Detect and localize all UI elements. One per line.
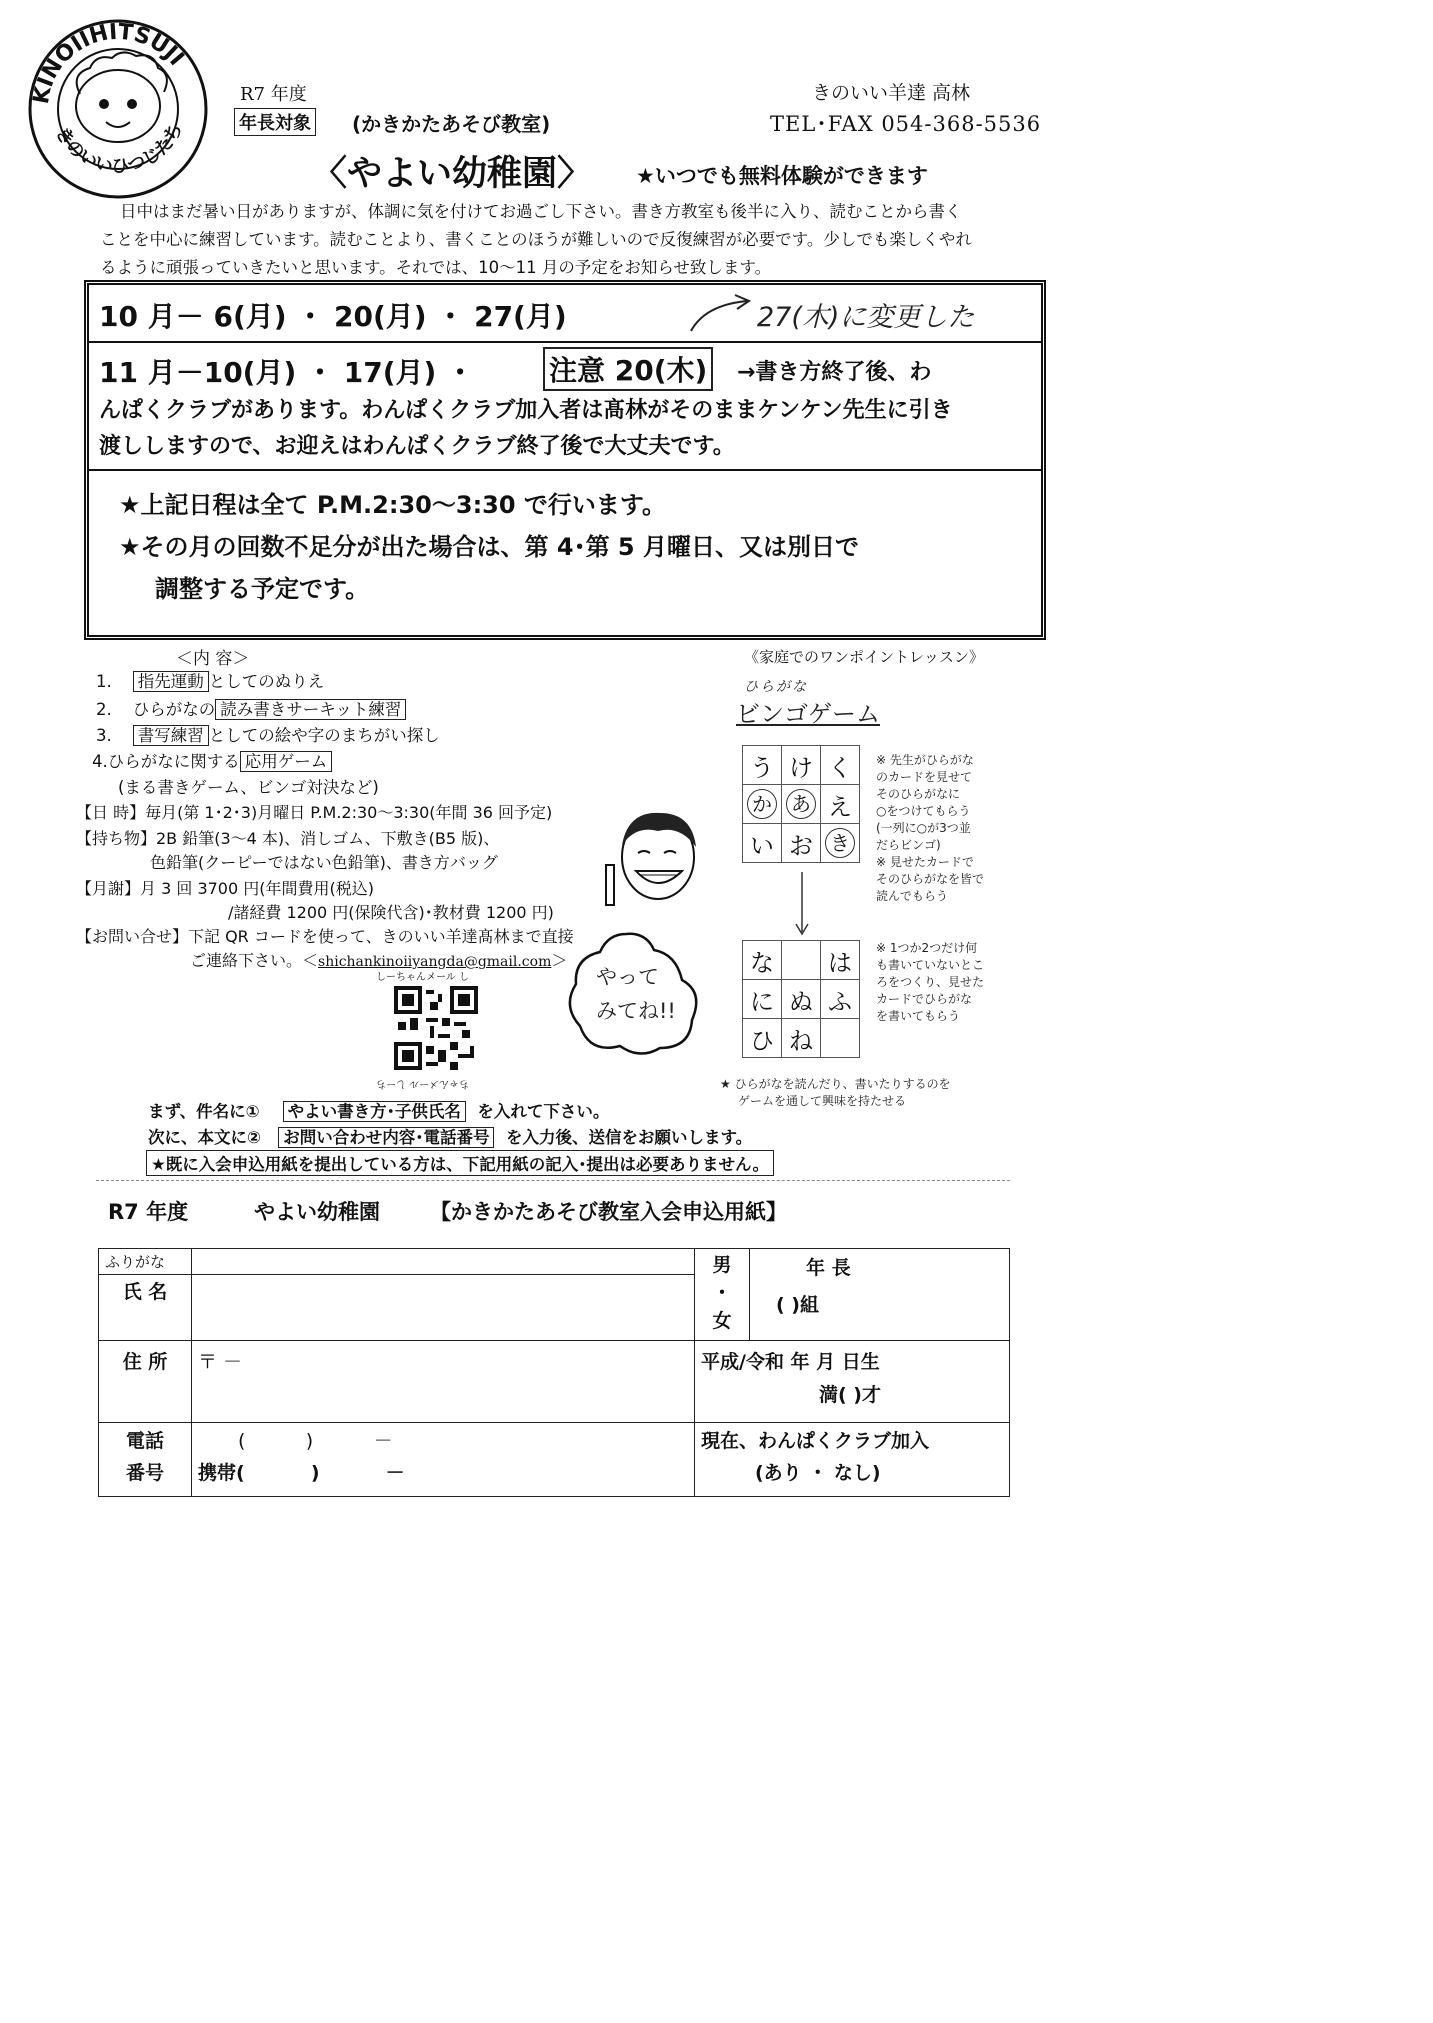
fee-line-1: 【月謝】月 3 回 3700 円(年間費用(税込) (76, 879, 374, 898)
makeup-note-1: ★その月の回数不足分が出た場合は、第 4･第 5 月曜日、又は別日で (119, 533, 859, 561)
contents-item-4-sub: (まる書きゲーム、ビンゴ対決など) (118, 778, 379, 797)
teacher-illustration (600, 805, 710, 919)
bingo-cell: ひ (743, 1019, 782, 1058)
speech-bubble (566, 930, 706, 1064)
intro-line-3: るように頑張っていきたいと思います。それでは、10～11 月の予定をお知らせ致します。 (100, 258, 772, 277)
bingo-cell: う (743, 746, 782, 785)
phone-field[interactable]: ( ) － 携帯( ) － (192, 1423, 695, 1497)
qr-frame-text-top: しーちゃんメール し (376, 972, 469, 983)
speech-bubble-text: やって みてね!! (596, 965, 676, 1023)
bingo-note-1: ※ 先生がひらがな のカードを見せて そのひらがなに ○をつけてもらう (一列に○が3つ並 だらビンゴ) ※ 見せたカードで そのひらがなを皆で 読んでもらう (876, 753, 985, 903)
contents-heading: ＜内 容＞ (176, 649, 250, 669)
bingo-cell: く (821, 746, 860, 785)
subject-format-box: やよい書き方･子供氏名 (283, 1101, 466, 1122)
address-field[interactable]: 〒 － (192, 1341, 695, 1423)
email-link[interactable]: shichankinoiiyangda@gmail.com (318, 954, 552, 970)
class-field[interactable]: 年 長 ( )組 (750, 1249, 1010, 1341)
schedule-box (84, 280, 1046, 640)
bingo-cell: ね (782, 1019, 821, 1058)
kindergarten-title: 〈やよい幼稚園〉 (312, 154, 593, 194)
schedule-october-row (89, 285, 1041, 343)
bingo-cell (821, 1019, 860, 1058)
body-format-box: お問い合わせ内容･電話番号 (278, 1127, 494, 1148)
sheep-logo (18, 14, 218, 204)
email-step-1: まず、件名に① やよい書き方･子供氏名 を入れて下さい。 (148, 1102, 610, 1121)
fee-line-2: /諸経費 1200 円(保険代含)･教材費 1200 円) (228, 903, 554, 922)
items-to-bring-2: 色鉛筆(クーピーではない色鉛筆)、書き方バッグ (150, 853, 498, 872)
bingo-cell-circled: き (821, 824, 860, 863)
bingo-cell: い (743, 824, 782, 863)
email-step-2: 次に、本文に② お問い合わせ内容･電話番号 を入力後、送信をお願いします。 (148, 1128, 753, 1147)
target-badge: 年長対象 (234, 108, 316, 136)
cut-line (96, 1180, 1010, 1181)
november-note-line-2: んぱくクラブがあります。わんぱくクラブ加入者は髙林がそのままケンケン先生に引き (99, 398, 953, 423)
bingo-cell-circled: あ (782, 785, 821, 824)
time-note: ★上記日程は全て P.M.2:30～3:30 で行います。 (119, 491, 666, 519)
contents-item-1: 1. 指先運動 としてのぬりえ (96, 672, 325, 691)
contact-line-1: 【お問い合せ】下記 QR コードを使って、きのいい羊達髙林まで直接 (76, 927, 574, 946)
furigana-label: ふりがな (99, 1249, 192, 1275)
bingo-cell: ぬ (782, 980, 821, 1019)
application-form (98, 1248, 1010, 1497)
lesson-ruby: ひらがな (744, 679, 808, 695)
handwritten-arrow-icon (685, 291, 755, 335)
bingo-cell: は (821, 941, 860, 980)
bingo-cell-circled: か (743, 785, 782, 824)
furigana-field[interactable] (192, 1249, 695, 1275)
items-to-bring-1: 【持ち物】2B 鉛筆(3～4 本)、消しゴム、下敷き(B5 版)、 (76, 829, 500, 848)
bingo-cell: に (743, 980, 782, 1019)
contents-item-2: 2. ひらがなの 読み書きサーキット練習 (96, 696, 406, 720)
schedule-november-row (89, 341, 1041, 471)
schedule-october-change: 27(木)に変更した (757, 302, 975, 333)
bingo-grid-2 (742, 940, 860, 1058)
makeup-note-2: 調整する予定です。 (155, 575, 370, 603)
bingo-note-2: ※ 1つか2つだけ何 も書いていないとこ ろをつくり、見せた カードでひらがな を書いてもらう (876, 941, 985, 1023)
form-title-main: 【かきかたあそび教室入会申込用紙】 (430, 1200, 787, 1224)
form-title-school: やよい幼稚園 (254, 1200, 380, 1224)
fiscal-year: R7 年度 (240, 84, 307, 105)
schedule-november: 11 月－10(月) ・ 17(月) ・ (99, 356, 475, 389)
logo-text-bottom: きのいいひつじたち (50, 119, 188, 178)
qr-frame-text-bottom: ちゃんメール しーち (376, 1078, 469, 1089)
bingo-cell: ふ (821, 980, 860, 1019)
lesson-footer-note: ★ ひらがなを読んだり、書いたりするのを ゲームを通して興味を持たせる (720, 1077, 951, 1108)
already-submitted-notice: ★既に入会申込用紙を提出している方は、下記用紙の記入･提出は必要ありません。 (146, 1150, 774, 1176)
logo-text-top: KINOIIHITSUJI (28, 19, 189, 106)
bingo-cell (782, 941, 821, 980)
contents-item-3: 3. 書写練習 としての絵や字のまちがい探し (96, 726, 440, 745)
gender-field[interactable]: 男 ・ 女 (695, 1249, 750, 1341)
down-arrow-icon (794, 872, 810, 938)
club-membership-field[interactable]: 現在、わんぱくクラブ加入 (あり ・ なし) (695, 1423, 1010, 1497)
november-note-badge: 注意 20(木) (543, 347, 713, 391)
bingo-cell: え (821, 785, 860, 824)
november-note-suffix: →書き方終了後、わ (737, 360, 932, 385)
contents-item-4: 4.ひらがなに関する 応用ゲーム (92, 748, 332, 772)
name-label: 氏 名 (99, 1275, 192, 1341)
bingo-cell: お (782, 824, 821, 863)
bingo-cell: け (782, 746, 821, 785)
form-title-year: R7 年度 (108, 1200, 189, 1224)
address-label: 住 所 (99, 1341, 192, 1423)
lesson-title: ビンゴゲーム (736, 700, 880, 728)
intro-line-2: ことを中心に練習しています。読むことより、書くことのほうが難しいので反復練習が必要です。少しでも楽しくやれ (100, 230, 972, 249)
class-name: (かきかたあそび教室) (352, 112, 551, 136)
qr-code[interactable] (394, 986, 478, 1074)
tel-fax: TEL･FAX 054-368-5536 (770, 112, 1042, 136)
lesson-heading: 《家庭でのワンポイントレッスン》 (744, 648, 984, 666)
organization: きのいい羊達 高林 (812, 82, 971, 104)
bingo-grid-1 (742, 745, 860, 863)
contact-line-2: ご連絡下さい。＜shichankinoiiyangda@gmail.com＞ (190, 951, 568, 970)
phone-label: 電話 番号 (99, 1423, 192, 1497)
bingo-cell: な (743, 941, 782, 980)
schedule-october: 10 月－ 6(月) ・ 20(月) ・ 27(月) (99, 300, 567, 333)
intro-line-1: 日中はまだ暑い日がありますが、体調に気を付けてお過ごし下さい。書き方教室も後半に入り、読むことから書く (120, 202, 962, 221)
birthdate-field[interactable]: 平成/令和 年 月 日生 満( )才 (695, 1341, 1010, 1423)
datetime-info: 【日 時】毎月(第 1･2･3)月曜日 P.M.2:30～3:30(年間 36 回予定) (76, 803, 553, 822)
name-field[interactable] (192, 1275, 695, 1341)
free-trial-note: ★いつでも無料体験ができます (636, 164, 928, 188)
november-note-line-3: 渡ししますので、お迎えはわんぱくクラブ終了後で大丈夫です。 (99, 434, 735, 459)
